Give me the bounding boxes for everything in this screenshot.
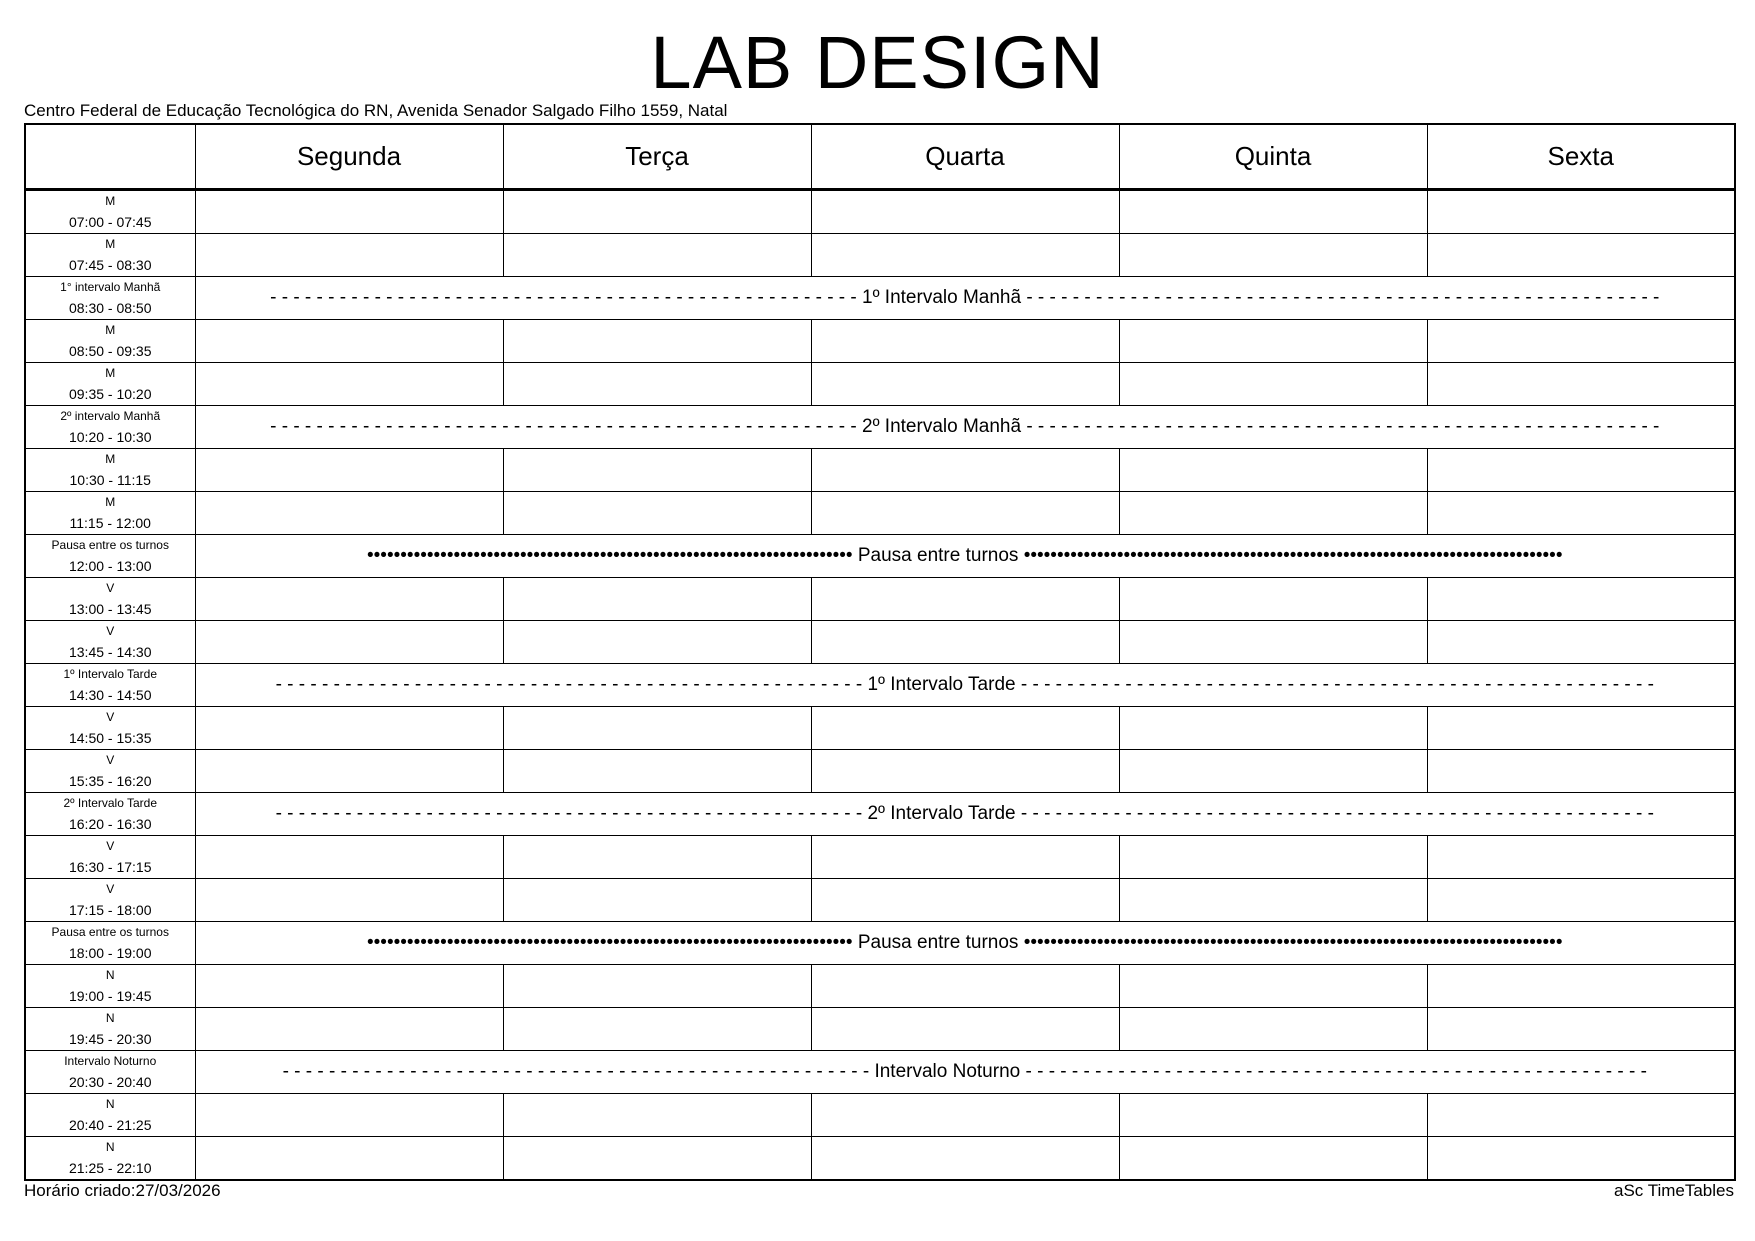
period-cell <box>25 277 195 320</box>
lesson-cell[interactable] <box>811 836 1119 879</box>
period-row <box>25 190 1735 234</box>
lesson-cell[interactable] <box>1427 836 1735 879</box>
lesson-cell[interactable] <box>1119 707 1427 750</box>
period-row <box>25 965 1735 1008</box>
period-label: N <box>105 968 115 982</box>
lesson-cell[interactable] <box>811 879 1119 922</box>
lesson-cell[interactable] <box>503 965 811 1008</box>
header-row <box>25 124 1735 190</box>
lesson-cell[interactable] <box>503 1137 811 1181</box>
lesson-cell[interactable] <box>503 578 811 621</box>
lesson-cell[interactable] <box>811 492 1119 535</box>
timetable <box>24 123 1736 1181</box>
period-cell <box>25 664 195 707</box>
period-time: 07:45 - 08:30 <box>68 257 152 273</box>
period-cell <box>25 190 195 234</box>
period-label: Pausa entre os turnos <box>51 925 169 939</box>
period-time: 11:15 - 12:00 <box>69 515 151 531</box>
break-banner: ••••••••••••••••••••••••••••••••••••••••••••••••••••••••••••••••••••••••• Pausa entre turnos ••••••••••••••••••••••••••••••••••••••••••••••••••••••••••••••••••••••••••••••••• <box>195 535 1735 578</box>
lesson-cell[interactable] <box>1427 965 1735 1008</box>
period-cell <box>25 492 195 535</box>
lesson-cell[interactable] <box>1119 1137 1427 1181</box>
period-label: V <box>106 882 115 896</box>
lesson-cell[interactable] <box>1427 1137 1735 1181</box>
period-row <box>25 578 1735 621</box>
break-row <box>25 1051 1735 1094</box>
lesson-cell[interactable] <box>195 320 503 363</box>
period-time: 20:30 - 20:40 <box>68 1074 152 1090</box>
period-label: 2º Intervalo Tarde <box>63 796 158 810</box>
lesson-cell[interactable] <box>1119 1094 1427 1137</box>
lesson-cell[interactable] <box>1119 190 1427 234</box>
lesson-cell[interactable] <box>1119 234 1427 277</box>
break-banner: - - - - - - - - - - - - - - - - - - - - - - - - - - - - - - - - - - - - - - - - - - - - - - - - - - - 2º Intervalo Manhã - - - - - - - - - - - - - - - - - - - - - - - - - - - - - - - - - - - - - - - - - - - - - - - - - - - - - - - <box>195 406 1735 449</box>
period-row <box>25 1008 1735 1051</box>
period-label: V <box>106 581 115 595</box>
lesson-cell[interactable] <box>811 320 1119 363</box>
lesson-cell[interactable] <box>811 449 1119 492</box>
lesson-cell[interactable] <box>195 750 503 793</box>
lesson-cell[interactable] <box>1427 449 1735 492</box>
lesson-cell[interactable] <box>195 707 503 750</box>
period-cell <box>25 1051 195 1094</box>
lesson-cell[interactable] <box>503 234 811 277</box>
period-time: 14:30 - 14:50 <box>68 687 152 703</box>
lesson-cell[interactable] <box>195 492 503 535</box>
period-row <box>25 449 1735 492</box>
period-cell <box>25 578 195 621</box>
break-row <box>25 406 1735 449</box>
lesson-cell[interactable] <box>195 965 503 1008</box>
lesson-cell[interactable] <box>1427 578 1735 621</box>
lesson-cell[interactable] <box>811 750 1119 793</box>
lesson-cell[interactable] <box>811 1094 1119 1137</box>
period-cell <box>25 1137 195 1181</box>
lesson-cell[interactable] <box>503 1094 811 1137</box>
lesson-cell[interactable] <box>1427 363 1735 406</box>
period-row <box>25 492 1735 535</box>
period-time: 08:50 - 09:35 <box>68 343 152 359</box>
lesson-cell[interactable] <box>195 1094 503 1137</box>
period-row <box>25 750 1735 793</box>
lesson-cell[interactable] <box>503 320 811 363</box>
lesson-cell[interactable] <box>811 965 1119 1008</box>
break-banner: - - - - - - - - - - - - - - - - - - - - - - - - - - - - - - - - - - - - - - - - - - - - - - - - - - - Intervalo Noturno - - - - - - - - - - - - - - - - - - - - - - - - - - - - - - - - - - - - - - - - - - - - - - - - - - - - - - <box>195 1051 1735 1094</box>
day-header: Quinta <box>1119 124 1427 190</box>
lesson-cell[interactable] <box>503 750 811 793</box>
lesson-cell[interactable] <box>811 1008 1119 1051</box>
lesson-cell[interactable] <box>503 707 811 750</box>
period-cell <box>25 363 195 406</box>
corner-cell <box>25 124 195 190</box>
period-cell <box>25 449 195 492</box>
lesson-cell[interactable] <box>195 1137 503 1181</box>
lesson-cell[interactable] <box>503 836 811 879</box>
created-date: Horário criado:27/03/2026 <box>24 1181 221 1200</box>
period-label: Pausa entre os turnos <box>51 538 169 552</box>
period-cell <box>25 750 195 793</box>
day-header: Sexta <box>1427 124 1735 190</box>
lesson-cell[interactable] <box>811 578 1119 621</box>
lesson-cell[interactable] <box>811 1137 1119 1181</box>
period-row <box>25 707 1735 750</box>
day-header: Segunda <box>195 124 503 190</box>
period-cell <box>25 793 195 836</box>
period-cell <box>25 621 195 664</box>
period-time: 20:40 - 21:25 <box>68 1117 152 1133</box>
period-cell <box>25 965 195 1008</box>
lesson-cell[interactable] <box>1427 621 1735 664</box>
period-time: 16:20 - 16:30 <box>68 816 152 832</box>
lesson-cell[interactable] <box>1427 190 1735 234</box>
lesson-cell[interactable] <box>1119 1008 1427 1051</box>
brand-label: aSc TimeTables <box>1614 1181 1734 1200</box>
lesson-cell[interactable] <box>195 234 503 277</box>
break-row <box>25 793 1735 836</box>
lesson-cell[interactable] <box>503 621 811 664</box>
period-row <box>25 621 1735 664</box>
period-time: 12:00 - 13:00 <box>68 558 152 574</box>
period-cell <box>25 879 195 922</box>
period-time: 10:20 - 10:30 <box>68 429 152 445</box>
lesson-cell[interactable] <box>503 190 811 234</box>
period-time: 09:35 - 10:20 <box>68 386 152 402</box>
lesson-cell[interactable] <box>195 578 503 621</box>
period-cell <box>25 1008 195 1051</box>
period-time: 13:45 - 14:30 <box>68 644 152 660</box>
lesson-cell[interactable] <box>503 879 811 922</box>
period-label: N <box>105 1140 115 1154</box>
lesson-cell[interactable] <box>1427 879 1735 922</box>
period-label: 1° intervalo Manhã <box>60 280 161 294</box>
break-banner: - - - - - - - - - - - - - - - - - - - - - - - - - - - - - - - - - - - - - - - - - - - - - - - - - - - 2º Intervalo Tarde - - - - - - - - - - - - - - - - - - - - - - - - - - - - - - - - - - - - - - - - - - - - - - - - - - - - - - - <box>195 793 1735 836</box>
lesson-cell[interactable] <box>195 879 503 922</box>
lesson-cell[interactable] <box>811 707 1119 750</box>
lesson-cell[interactable] <box>195 1008 503 1051</box>
lesson-cell[interactable] <box>811 621 1119 664</box>
period-row <box>25 320 1735 363</box>
lesson-cell[interactable] <box>195 449 503 492</box>
lesson-cell[interactable] <box>1119 965 1427 1008</box>
lesson-cell[interactable] <box>1119 363 1427 406</box>
period-label: V <box>106 753 115 767</box>
break-row <box>25 922 1735 965</box>
period-label: M <box>105 237 116 251</box>
period-row <box>25 836 1735 879</box>
break-banner: ••••••••••••••••••••••••••••••••••••••••••••••••••••••••••••••••••••••••• Pausa entre turnos ••••••••••••••••••••••••••••••••••••••••••••••••••••••••••••••••••••••••••••••••• <box>195 922 1735 965</box>
period-cell <box>25 836 195 879</box>
break-row <box>25 277 1735 320</box>
day-header: Quarta <box>811 124 1119 190</box>
period-time: 14:50 - 15:35 <box>68 730 152 746</box>
break-row <box>25 535 1735 578</box>
period-label: V <box>106 839 115 853</box>
period-label: V <box>106 624 115 638</box>
period-label: N <box>105 1097 115 1111</box>
period-time: 17:15 - 18:00 <box>68 902 152 918</box>
lesson-cell[interactable] <box>811 363 1119 406</box>
lesson-cell[interactable] <box>1119 320 1427 363</box>
break-banner: - - - - - - - - - - - - - - - - - - - - - - - - - - - - - - - - - - - - - - - - - - - - - - - - - - - 1º Intervalo Manhã - - - - - - - - - - - - - - - - - - - - - - - - - - - - - - - - - - - - - - - - - - - - - - - - - - - - - - - <box>195 277 1735 320</box>
period-label: M <box>105 323 116 337</box>
period-time: 10:30 - 11:15 <box>69 472 151 488</box>
period-label: M <box>105 366 116 380</box>
period-time: 18:00 - 19:00 <box>68 945 152 961</box>
lesson-cell[interactable] <box>195 621 503 664</box>
break-row <box>25 664 1735 707</box>
lesson-cell[interactable] <box>503 449 811 492</box>
lesson-cell[interactable] <box>1119 621 1427 664</box>
school-address: Centro Federal de Educação Tecnológica do RN, Avenida Senador Salgado Filho 1559, Natal <box>24 101 728 120</box>
period-label: 1º Intervalo Tarde <box>63 667 158 681</box>
lesson-cell[interactable] <box>1119 836 1427 879</box>
period-time: 16:30 - 17:15 <box>68 859 152 875</box>
period-label: M <box>105 194 116 208</box>
lesson-cell[interactable] <box>811 190 1119 234</box>
period-time: 13:00 - 13:45 <box>68 601 152 617</box>
period-cell <box>25 535 195 578</box>
lesson-cell[interactable] <box>195 363 503 406</box>
period-cell <box>25 1094 195 1137</box>
lesson-cell[interactable] <box>503 492 811 535</box>
lesson-cell[interactable] <box>1427 492 1735 535</box>
period-row <box>25 879 1735 922</box>
lesson-cell[interactable] <box>1119 578 1427 621</box>
lesson-cell[interactable] <box>1427 234 1735 277</box>
lesson-cell[interactable] <box>1119 879 1427 922</box>
lesson-cell[interactable] <box>195 836 503 879</box>
period-cell <box>25 234 195 277</box>
lesson-cell[interactable] <box>1119 449 1427 492</box>
lesson-cell[interactable] <box>1119 750 1427 793</box>
lesson-cell[interactable] <box>1427 320 1735 363</box>
page-title: LAB DESIGN <box>650 21 1105 104</box>
period-time: 08:30 - 08:50 <box>68 300 152 316</box>
period-cell <box>25 922 195 965</box>
period-cell <box>25 320 195 363</box>
period-row <box>25 234 1735 277</box>
period-label: 2º intervalo Manhã <box>60 409 161 423</box>
period-row <box>25 1094 1735 1137</box>
lesson-cell[interactable] <box>503 363 811 406</box>
lesson-cell[interactable] <box>1427 1094 1735 1137</box>
period-row <box>25 363 1735 406</box>
period-label: M <box>105 452 116 466</box>
day-header: Terça <box>503 124 811 190</box>
period-label: Intervalo Noturno <box>64 1054 157 1068</box>
period-label: M <box>105 495 116 509</box>
lesson-cell[interactable] <box>195 190 503 234</box>
lesson-cell[interactable] <box>1427 1008 1735 1051</box>
period-time: 19:00 - 19:45 <box>68 988 152 1004</box>
lesson-cell[interactable] <box>1427 707 1735 750</box>
break-banner: - - - - - - - - - - - - - - - - - - - - - - - - - - - - - - - - - - - - - - - - - - - - - - - - - - - 1º Intervalo Tarde - - - - - - - - - - - - - - - - - - - - - - - - - - - - - - - - - - - - - - - - - - - - - - - - - - - - - - - <box>195 664 1735 707</box>
lesson-cell[interactable] <box>1427 750 1735 793</box>
lesson-cell[interactable] <box>503 1008 811 1051</box>
period-time: 21:25 - 22:10 <box>68 1160 152 1176</box>
period-label: N <box>105 1011 115 1025</box>
period-cell <box>25 406 195 449</box>
lesson-cell[interactable] <box>1119 492 1427 535</box>
period-time: 19:45 - 20:30 <box>68 1031 152 1047</box>
period-row <box>25 1137 1735 1181</box>
period-cell <box>25 707 195 750</box>
period-time: 15:35 - 16:20 <box>68 773 152 789</box>
lesson-cell[interactable] <box>811 234 1119 277</box>
period-label: V <box>106 710 115 724</box>
period-time: 07:00 - 07:45 <box>68 214 152 230</box>
